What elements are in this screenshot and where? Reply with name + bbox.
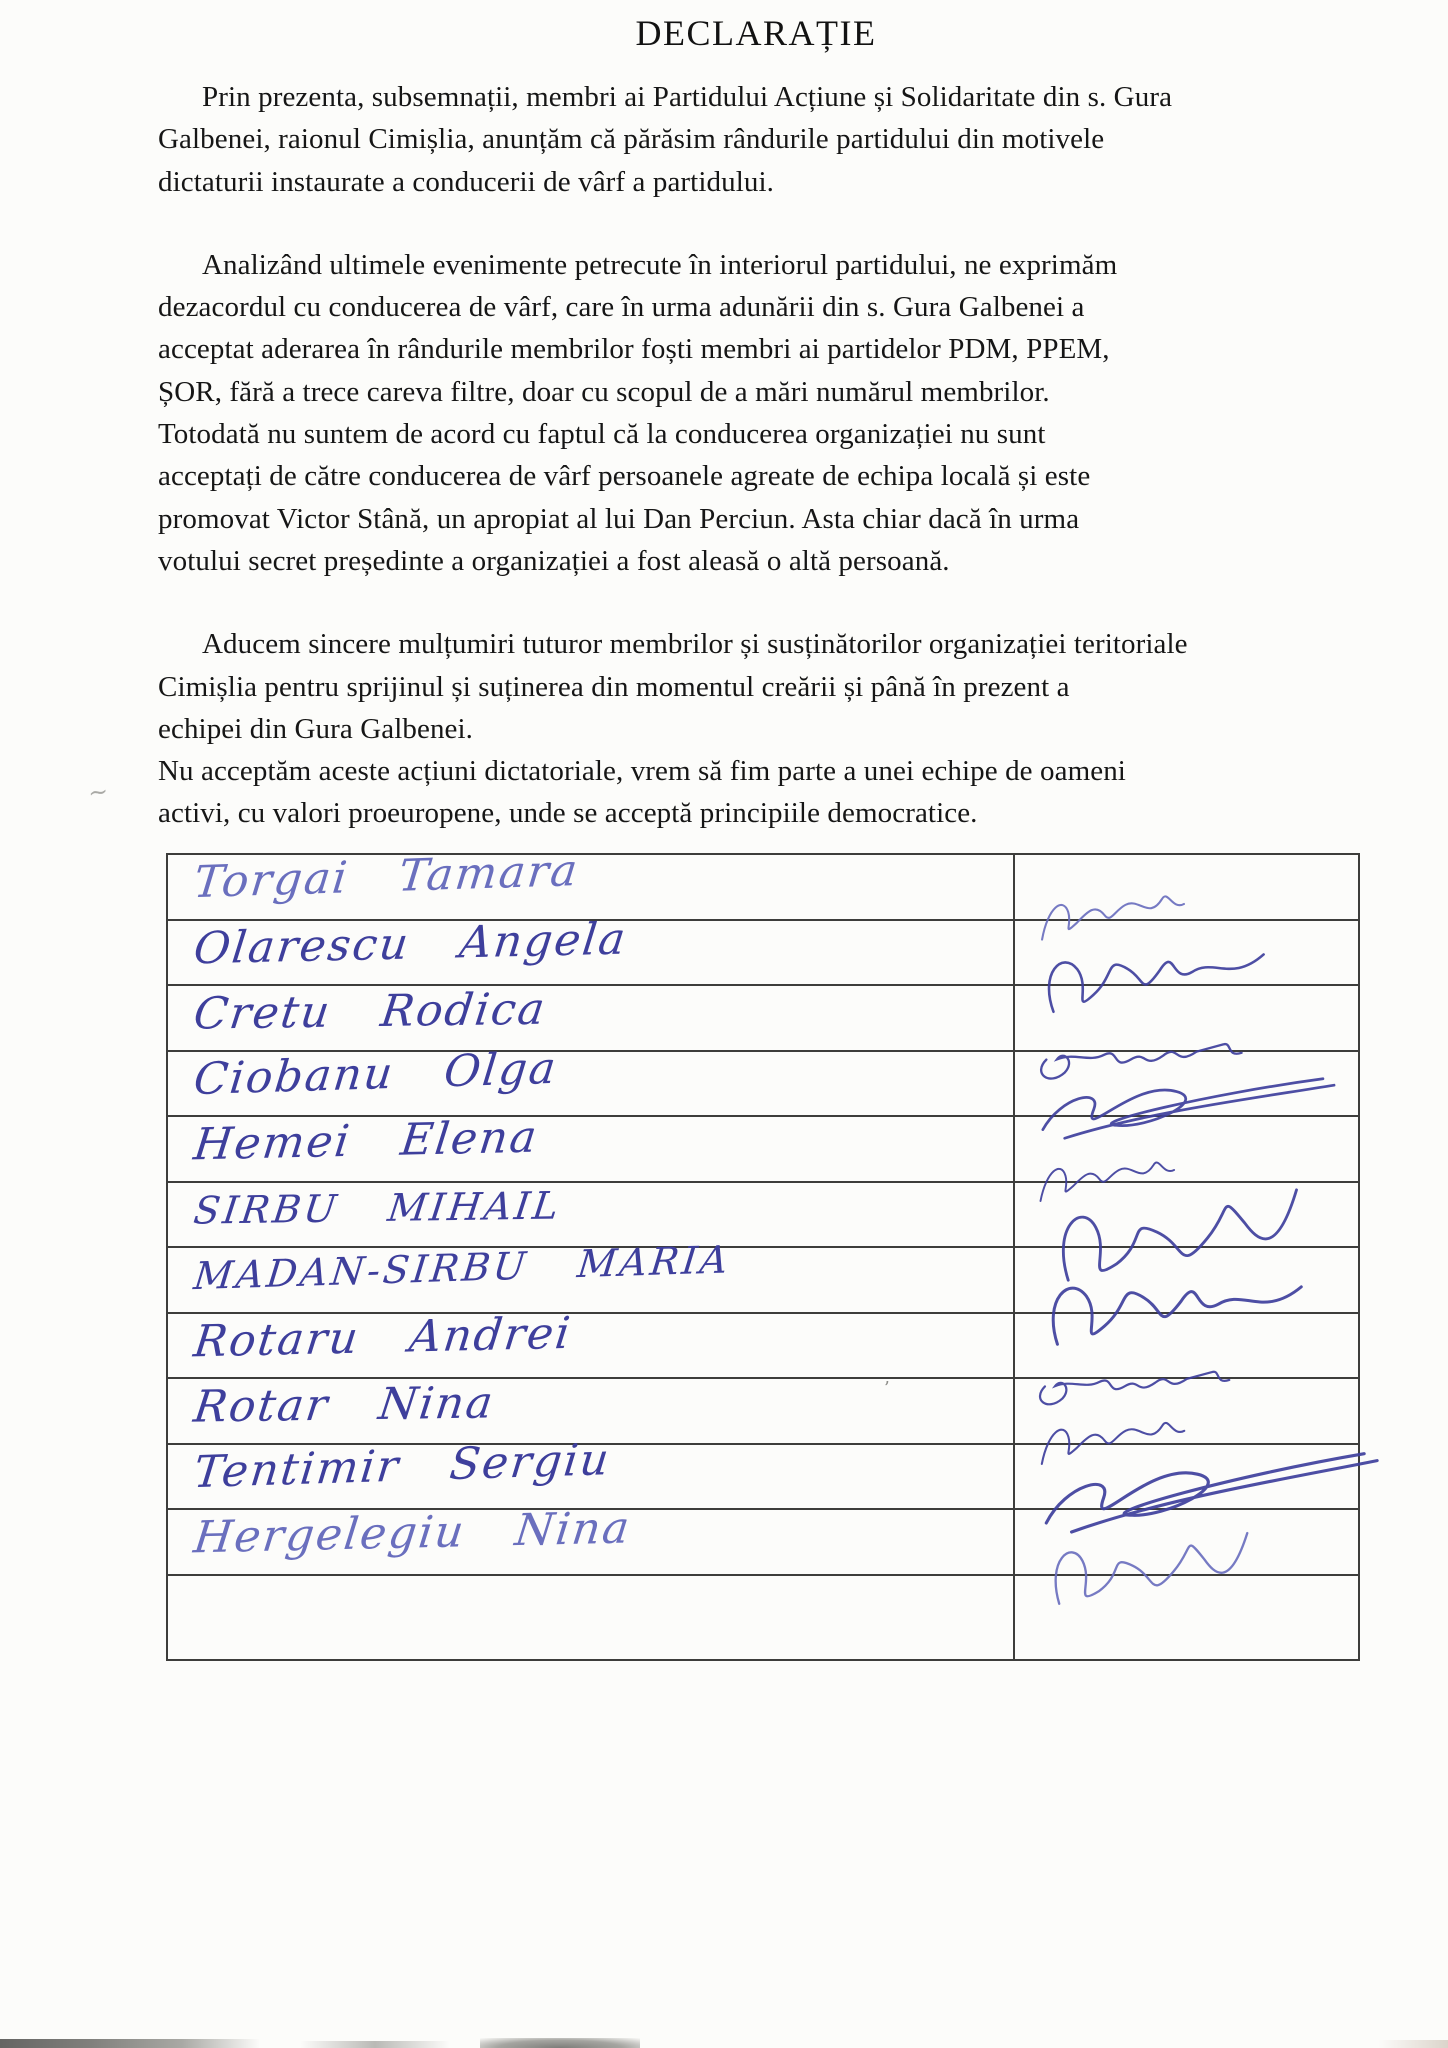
member-name-cell <box>167 1433 1014 1510</box>
paragraph-line: acceptați de către conducerea de vârf persoanele agreate de echipa locală și este <box>158 460 1091 493</box>
paragraph-line: Cimișlia pentru sprijinul și suținerea din momentul creării și până în prezent a <box>158 670 1070 703</box>
handwritten-name: Olarescu Angela <box>191 913 630 975</box>
member-name-cell <box>167 1042 1014 1117</box>
member-name-cell <box>167 845 1014 920</box>
paragraph-line: dezacordul cu conducerea de vârf, care în urma adunării din s. Gura Galbenei a <box>158 291 1085 324</box>
scan-edge-smudge <box>1378 2040 1448 2048</box>
handwritten-name: MADAN-SIRBU MARIA <box>191 1237 734 1298</box>
paragraph <box>158 244 1338 582</box>
paragraph-line: Totodată nu suntem de acord cu faptul că la conducerea organizației nu sunt <box>158 418 1046 451</box>
member-name-cell <box>167 1502 1014 1575</box>
paragraph-line: dictaturii instaurate a conducerii de vârf a partidului. <box>158 165 774 198</box>
paragraph-line: Prin prezenta, subsemnații, membri ai Partidului Acțiune și Solidaritate din s. Gura <box>202 81 1173 113</box>
paragraph <box>158 750 1338 835</box>
member-name-cell <box>167 1575 1014 1660</box>
paragraph <box>158 76 1338 203</box>
handwritten-name: Ciobanu Olga <box>191 1042 561 1105</box>
member-name-cell <box>167 1307 1014 1379</box>
member-name-cell <box>167 1111 1014 1182</box>
signature-cell <box>1014 1247 1359 1313</box>
paragraph-line: votului secret președinte a organizației a fost aleasă o altă persoană. <box>158 544 950 577</box>
handwritten-name: Tentimir Sergiu <box>191 1433 614 1498</box>
table-row <box>167 854 1359 920</box>
table-row <box>167 1182 1359 1248</box>
handwritten-name: Hergelegiu Nina <box>191 1502 634 1564</box>
table-row <box>167 920 1359 986</box>
scan-artifact-speck: ’ <box>884 1378 890 1399</box>
scan-edge-smudge <box>0 2039 260 2048</box>
handwritten-name: SIRBU MIHAIL <box>191 1183 564 1233</box>
member-name-cell <box>167 1237 1014 1313</box>
paragraph-line: Aducem sincere mulțumiri tuturor membrilor și susținătorilor organizației teritoriale <box>202 628 1188 661</box>
document-title: DECLARAȚIE <box>635 13 877 53</box>
paragraph-line: echipei din Gura Galbenei. <box>158 712 474 745</box>
member-name-cell <box>167 1182 1014 1248</box>
handwritten-name: Hemei Elena <box>191 1111 542 1171</box>
handwritten-name: Rotar Nina <box>190 1377 498 1433</box>
table-row <box>167 1051 1359 1117</box>
signature-table <box>166 845 1360 1661</box>
signature-cell <box>1014 1182 1359 1248</box>
table-row <box>167 1247 1359 1313</box>
member-name-cell <box>167 985 1014 1051</box>
handwritten-name: Torgai Tamara <box>191 845 582 909</box>
handwritten-name: Rotaru Andrei <box>191 1307 575 1368</box>
member-name-cell <box>167 913 1014 986</box>
scan-edge-smudge <box>300 2041 450 2048</box>
signature-cell <box>1014 1444 1359 1510</box>
document-body <box>158 76 1338 835</box>
member-name-cell <box>167 1378 1014 1444</box>
paragraph-line: activi, cu valori proeuropene, unde se acceptă principiile democratice. <box>158 797 978 830</box>
paragraph-line: promovat Victor Stână, un apropiat al lui Dan Perciun. Asta chiar dacă în urma <box>158 502 1080 535</box>
paragraph-line: Analizând ultimele evenimente petrecute în interiorul partidului, ne exprimăm <box>202 248 1118 281</box>
table-row <box>167 1444 1359 1510</box>
paragraph-line: ȘOR, fără a trece careva filtre, doar cu scopul de a mări numărul membrilor. <box>158 375 1050 408</box>
paragraph-line: Galbenei, raionul Cimișlia, anunțăm că părăsim rândurile partidului din motivele <box>158 123 1105 156</box>
paragraph <box>158 623 1338 750</box>
handwritten-name: Cretu Rodica <box>190 983 550 1040</box>
scan-artifact-mark: ~ <box>86 776 110 808</box>
paragraph-line: Nu acceptăm aceste acțiuni dictatoriale, vrem să fim parte a unei echipe de oameni <box>158 755 1126 788</box>
paragraph-line: acceptat aderarea în rândurile membrilor foști membri ai partidelor PDM, PPEM, <box>158 333 1110 366</box>
scan-edge-smudge <box>480 2038 640 2048</box>
